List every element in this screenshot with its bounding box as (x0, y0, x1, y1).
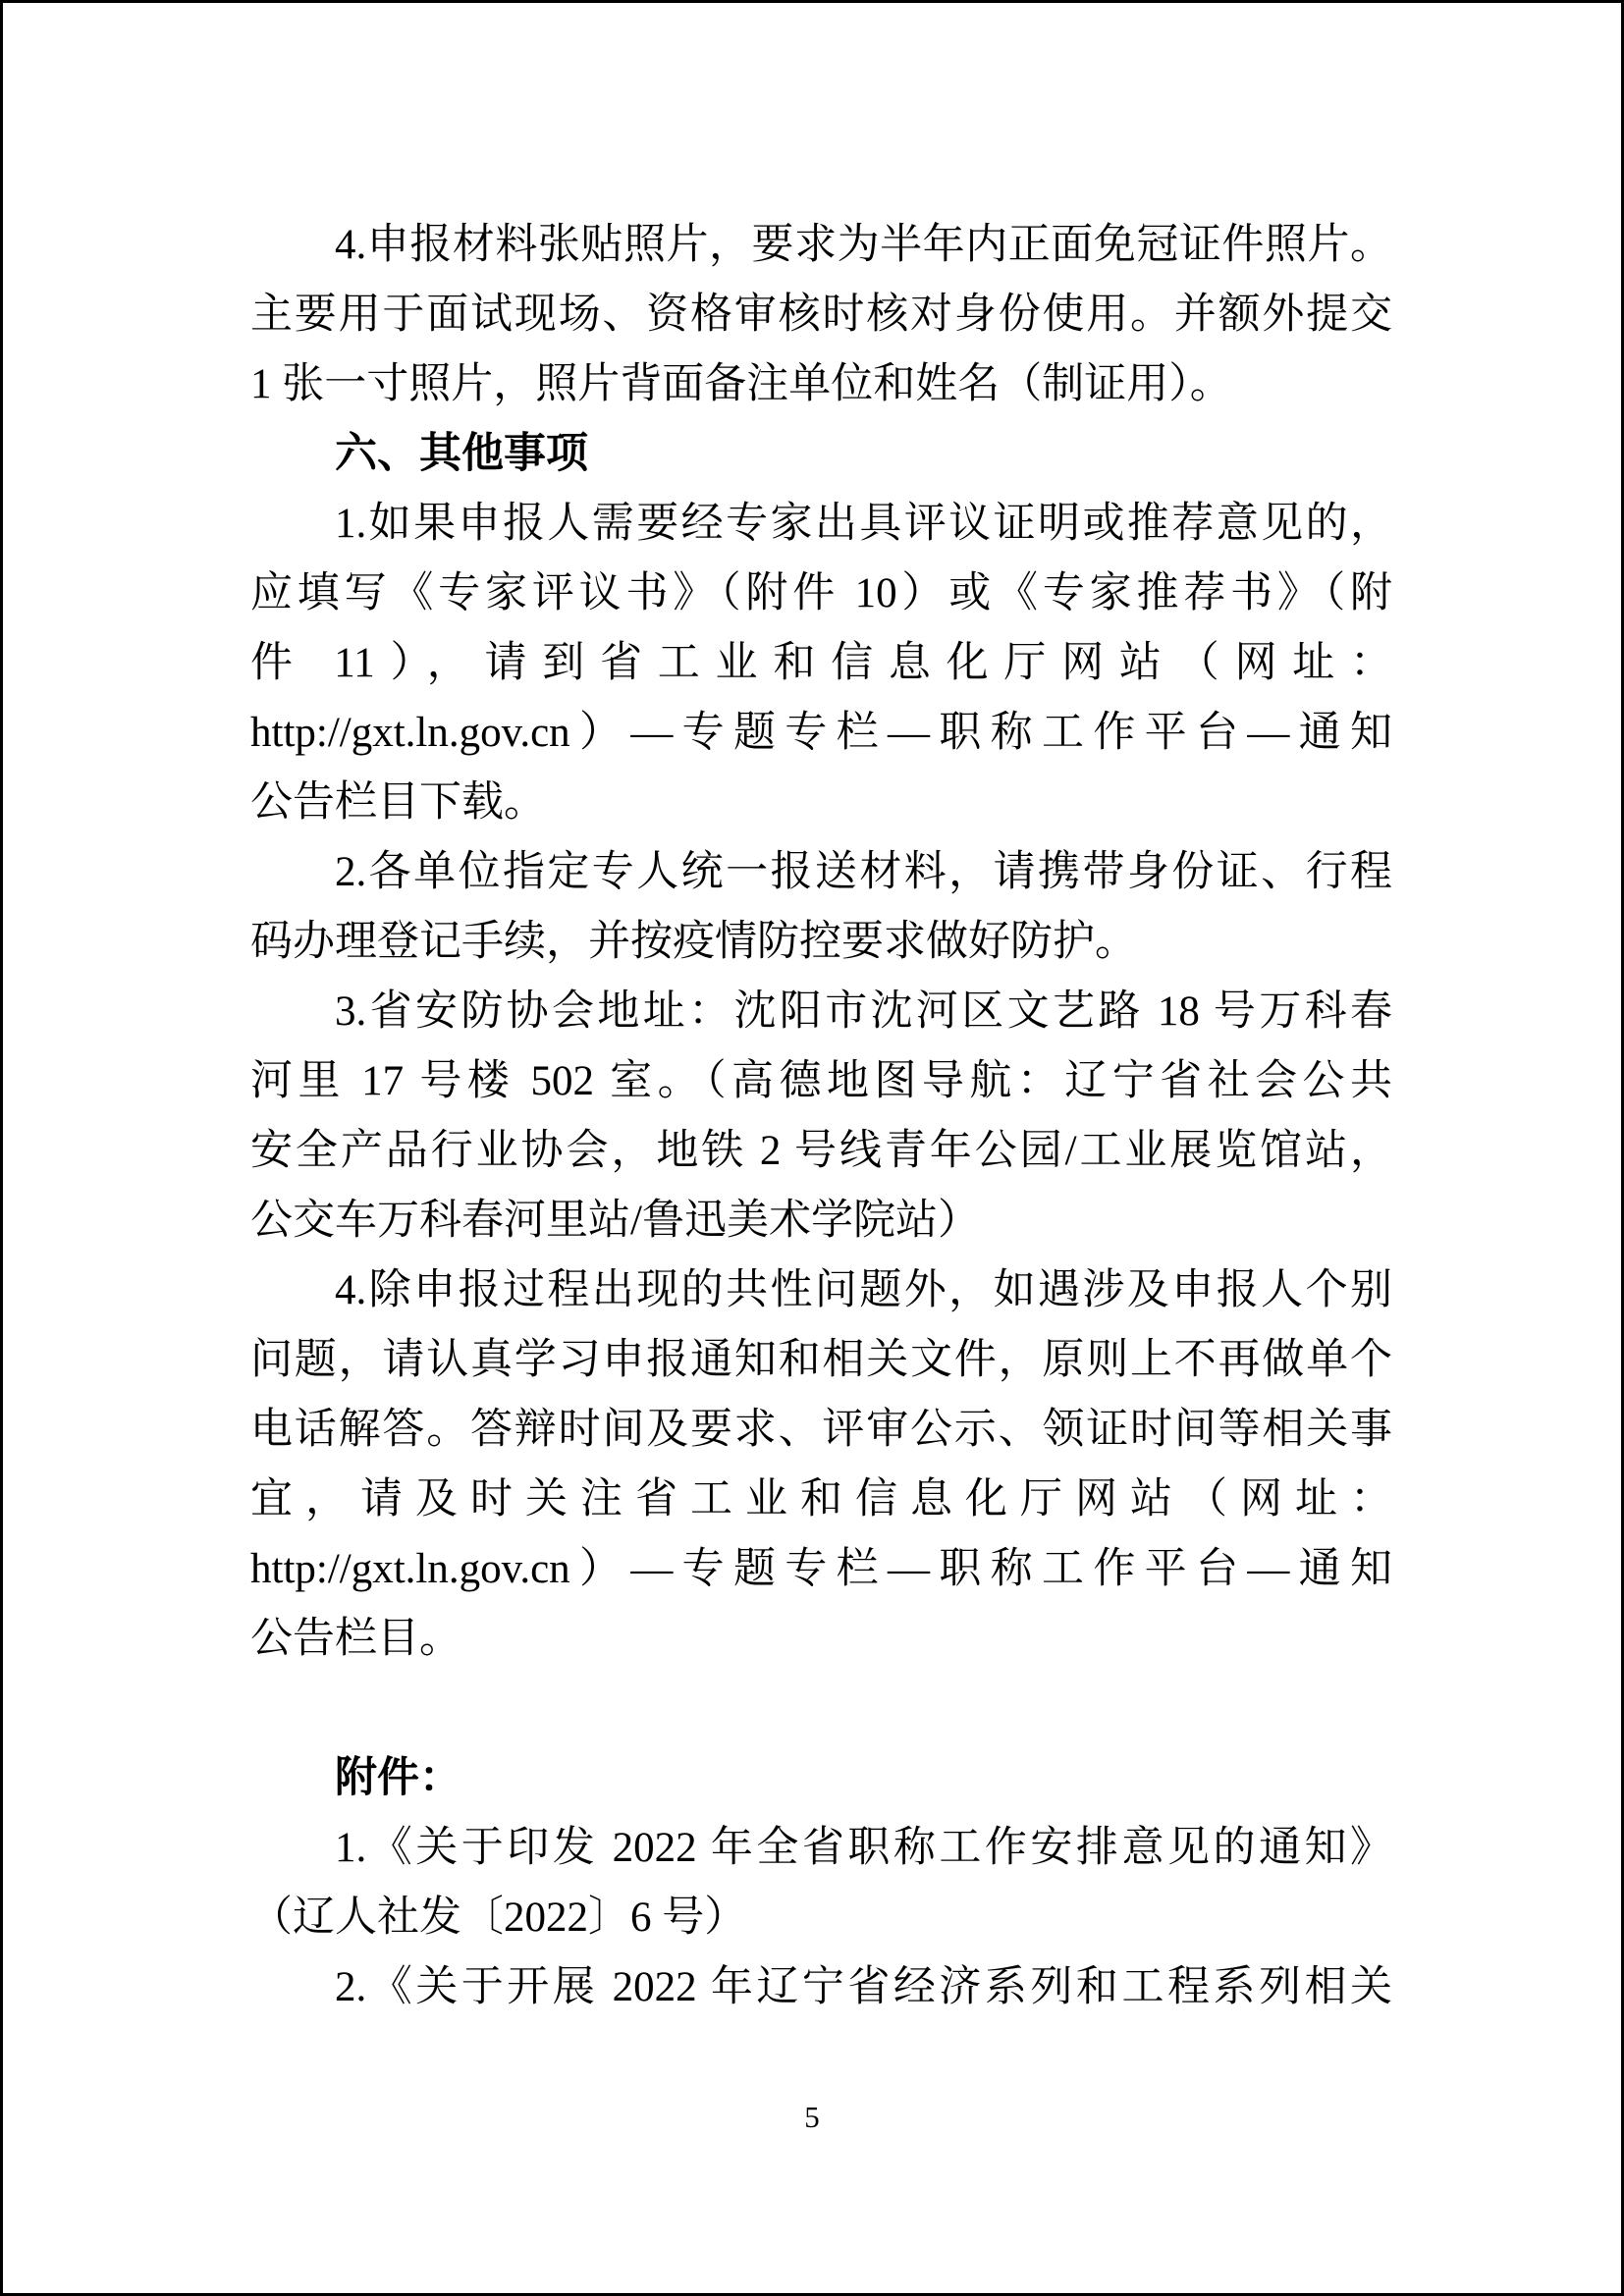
document-line: 河里 17 号楼 502 室。（高德地图导航：辽宁省社会公共 (250, 1058, 1392, 1104)
page-number: 5 (804, 2100, 820, 2134)
document-line-url: http://gxt.ln.gov.cn）—专题专栏—职称工作平台—通知 (250, 710, 1392, 756)
document-line: 3.省安防协会地址：沈阳市沈河区文艺路 18 号万科春 (335, 988, 1392, 1035)
document-line: 安全产品行业协会，地铁 2 号线青年公园/工业展览馆站， (250, 1128, 1392, 1174)
document-line: 4.申报材料张贴照片，要求为半年内正面免冠证件照片。 (335, 222, 1392, 268)
document-line: 公告栏目下载。 (250, 779, 546, 826)
heading-attachments: 附件： (335, 1754, 461, 1801)
document-line: 1 张一寸照片，照片背面备注单位和姓名（制证用）。 (250, 361, 1232, 407)
document-line: 主要用于面试现场、资格审核时核对身份使用。并额外提交 (250, 292, 1392, 338)
document-line: 应填写《专家评议书》（附件 10）或《专家推荐书》（附 (250, 570, 1392, 616)
document-line: （辽人社发〔2022〕6 号） (250, 1895, 747, 1941)
document-line: 电话解答。答辩时间及要求、评审公示、领证时间等相关事 (250, 1407, 1392, 1453)
document-line: 公交车万科春河里站/鲁迅美术学院站） (250, 1198, 980, 1244)
document-body (250, 210, 1392, 2022)
document-line: 1.《关于印发 2022 年全省职称工作安排意见的通知》 (335, 1825, 1392, 1871)
document-line-url: http://gxt.ln.gov.cn）—专题专栏—职称工作平台—通知 (250, 1546, 1392, 1592)
heading-other-matters: 六、其他事项 (335, 430, 588, 477)
document-line: 宜，请及时关注省工业和信息化厅网站（网址： (250, 1476, 1392, 1522)
document-line: 问题，请认真学习申报通知和相关文件，原则上不再做单个 (250, 1337, 1392, 1383)
document-line: 码办理登记手续，并按疫情防控要求做好防护。 (250, 919, 1137, 965)
document-line: 2.《关于开展 2022 年辽宁省经济系列和工程系列相关 (335, 1964, 1392, 2010)
document-line: 4.除申报过程出现的共性问题外，如遇涉及申报人个别 (335, 1267, 1392, 1313)
document-line: 1.如果申报人需要经专家出具评议证明或推荐意见的， (335, 501, 1392, 547)
document-line: 公告栏目。 (250, 1616, 461, 1662)
document-line: 2.各单位指定专人统一报送材料，请携带身份证、行程 (335, 849, 1392, 895)
document-line: 件 11），请到省工业和信息化厅网站（网址： (250, 640, 1392, 686)
blank-line (250, 1674, 1392, 1743)
